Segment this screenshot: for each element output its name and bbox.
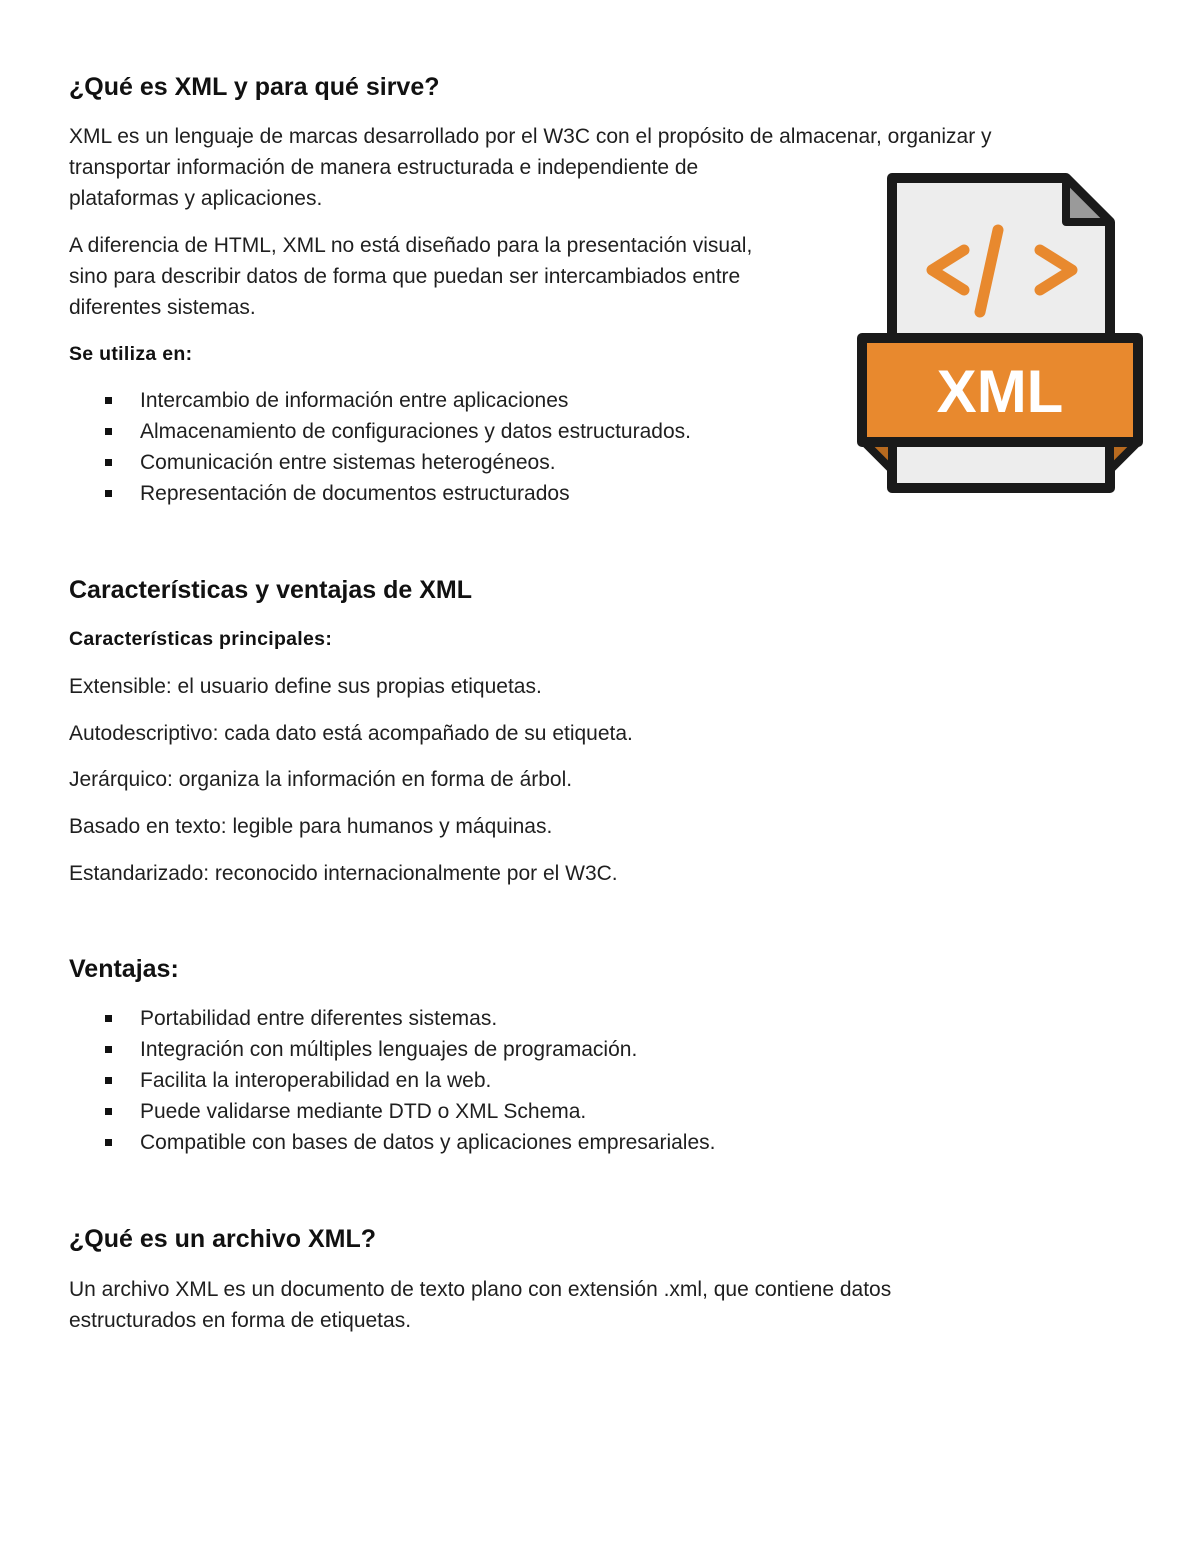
- xml-file-icon: [852, 170, 1148, 498]
- file-corner-fold: [1066, 178, 1110, 222]
- feature-item: Autodescriptivo: cada dato está acompañado de su etiqueta.: [69, 722, 633, 745]
- list-item: Compatible con bases de datos y aplicaciones empresariales.: [69, 1127, 969, 1158]
- list-item: Portabilidad entre diferentes sistemas.: [69, 1003, 969, 1034]
- section-title-what-is-xml: ¿Qué es XML y para qué sirve?: [69, 73, 440, 101]
- feature-item: Jerárquico: organiza la información en forma de árbol.: [69, 768, 573, 791]
- feature-item: Estandarizado: reconocido internacionalmente por el W3C.: [69, 862, 618, 885]
- list-item: Integración con múltiples lenguajes de programación.: [69, 1034, 969, 1065]
- section-title-advantages: Ventajas:: [69, 955, 179, 983]
- uses-list: [69, 385, 829, 509]
- advantages-list: [69, 1003, 969, 1158]
- feature-item: Extensible: el usuario define sus propias etiquetas.: [69, 675, 542, 698]
- section-title-features: Características y ventajas de XML: [69, 576, 472, 604]
- list-item: Representación de documentos estructurados: [69, 478, 829, 509]
- features-label: Características principales:: [69, 628, 333, 650]
- intro-paragraph-rest: transportar información de manera estructurada e independiente de plataformas y aplicaciones.: [69, 156, 699, 210]
- list-item: Puede validarse mediante DTD o XML Schema.: [69, 1096, 969, 1127]
- html-comparison-paragraph: A diferencia de HTML, XML no está diseñado para la presentación visual, sino para describir datos de forma que puedan ser intercambiados entre diferentes sistemas.: [69, 234, 753, 319]
- intro-paragraph-line1: XML es un lenguaje de marcas desarrollado por el W3C con el propósito de almacenar, organizar y: [69, 125, 992, 148]
- xml-label: XML: [936, 358, 1064, 425]
- xml-file-paragraph: Un archivo XML es un documento de texto plano con extensión .xml, que contiene datos estructurados en forma de etiquetas.: [69, 1278, 892, 1332]
- section-title-xml-file: ¿Qué es un archivo XML?: [69, 1225, 376, 1253]
- list-item: Intercambio de información entre aplicaciones: [69, 385, 829, 416]
- list-item: Facilita la interoperabilidad en la web.: [69, 1065, 969, 1096]
- uses-label: Se utiliza en:: [69, 343, 193, 365]
- list-item: Almacenamiento de configuraciones y datos estructurados.: [69, 416, 829, 447]
- list-item: Comunicación entre sistemas heterogéneos.: [69, 447, 829, 478]
- feature-item: Basado en texto: legible para humanos y máquinas.: [69, 815, 553, 838]
